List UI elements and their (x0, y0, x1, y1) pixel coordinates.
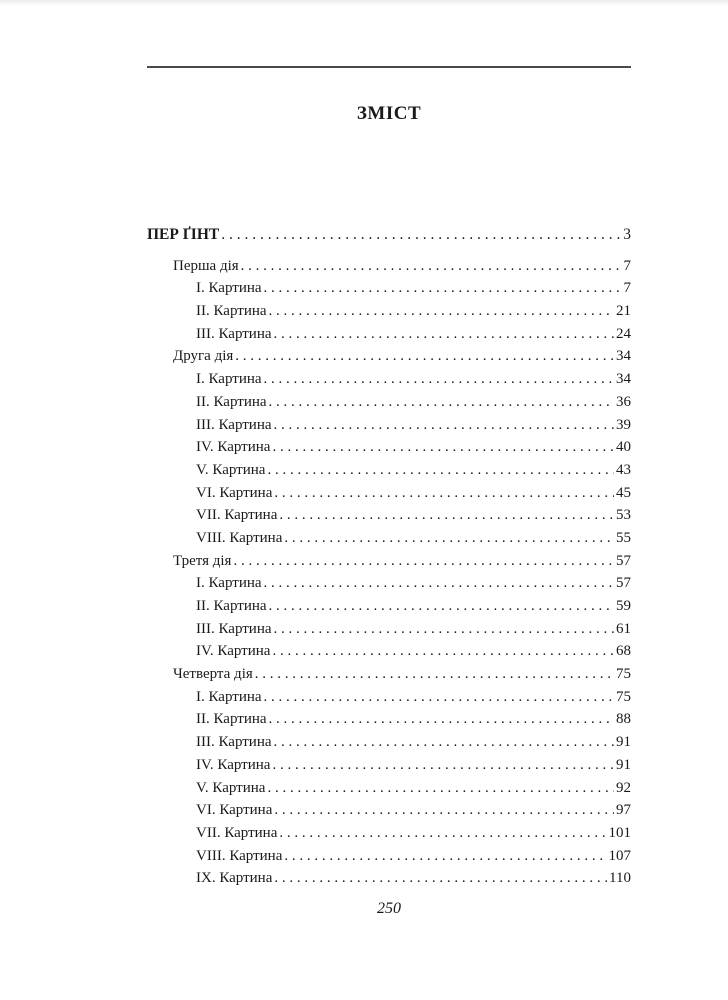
toc-entry-act[interactable] (147, 348, 631, 371)
toc-entry-label: V. Картина (196, 779, 266, 796)
dot-leader (274, 802, 614, 819)
toc-entry-page: 7 (623, 257, 631, 274)
dot-leader (274, 417, 614, 434)
toc-entry-scene[interactable] (147, 689, 631, 712)
toc-entry-scene[interactable] (147, 825, 631, 848)
toc-entry-scene[interactable] (147, 326, 631, 349)
dot-leader (255, 666, 614, 683)
dot-leader (272, 757, 614, 774)
toc-entry-label: Перша дія (173, 257, 239, 274)
toc-entry-act[interactable] (147, 258, 631, 281)
dot-leader (264, 575, 614, 592)
toc-entry-page: 40 (616, 439, 631, 456)
page-edge (0, 0, 728, 6)
toc-entry-scene[interactable] (147, 734, 631, 757)
toc-entry-label: IV. Картина (196, 643, 271, 660)
toc-entry-scene[interactable] (147, 280, 631, 303)
toc-entry-page: 45 (616, 484, 631, 501)
toc-entry-page: 24 (616, 325, 631, 342)
toc-entry-label: II. Картина (196, 303, 267, 320)
toc-entry-label: I. Картина (196, 280, 262, 297)
toc-entry-page: 57 (616, 575, 631, 592)
dot-leader (279, 507, 614, 524)
toc-entry-act[interactable] (147, 553, 631, 576)
toc-entry-page: 55 (616, 529, 631, 546)
toc-entry-label: V. Картина (196, 461, 266, 478)
toc-entry-scene[interactable] (147, 417, 631, 440)
dot-leader (274, 870, 607, 887)
dot-leader (274, 734, 614, 751)
toc-entry-scene[interactable] (147, 711, 631, 734)
dot-leader (269, 303, 614, 320)
dot-leader (279, 825, 606, 842)
toc-entry-page: 107 (608, 847, 631, 864)
toc-entry-scene[interactable] (147, 598, 631, 621)
toc-entry-scene[interactable] (147, 802, 631, 825)
toc-entry-label: Четверта дія (173, 666, 253, 683)
toc-entry-label: II. Картина (196, 711, 267, 728)
toc-entry-scene[interactable] (147, 621, 631, 644)
toc-entry-scene[interactable] (147, 530, 631, 553)
dot-leader (284, 848, 606, 865)
page-number: 250 (377, 900, 401, 917)
header-rule (147, 66, 631, 68)
toc-entry-label: II. Картина (196, 393, 267, 410)
toc-entry-page: 75 (616, 666, 631, 683)
dot-leader (264, 371, 614, 388)
toc-entry-label: III. Картина (196, 734, 272, 751)
toc-entry-page: 88 (616, 711, 631, 728)
dot-leader (267, 462, 614, 479)
toc-entry-page: 34 (616, 348, 631, 365)
toc-entry-page: 97 (616, 802, 631, 819)
toc-entry-scene[interactable] (147, 757, 631, 780)
dot-leader (284, 530, 614, 547)
toc-entry-label: Третя дія (173, 552, 232, 569)
toc-entry-label: IV. Картина (196, 756, 271, 773)
toc-entry-scene[interactable] (147, 848, 631, 871)
toc-entry-page: 92 (616, 779, 631, 796)
toc-entry-page: 91 (616, 756, 631, 773)
toc-entry-label: VIII. Картина (196, 847, 283, 864)
toc-entry-scene[interactable] (147, 485, 631, 508)
toc-entry-main[interactable] (147, 226, 631, 249)
toc-entry-scene[interactable] (147, 371, 631, 394)
toc-entry-scene[interactable] (147, 507, 631, 530)
toc-entry-label: III. Картина (196, 416, 272, 433)
toc-entry-label: Друга дія (173, 348, 234, 365)
table-of-contents (147, 226, 631, 893)
toc-entry-page: 110 (609, 870, 631, 887)
toc-entry-page: 75 (616, 688, 631, 705)
toc-entry-page: 39 (616, 416, 631, 433)
toc-entry-label: II. Картина (196, 598, 267, 614)
dot-leader (264, 689, 614, 706)
toc-entry-label: III. Картина (196, 620, 272, 637)
toc-entry-label: VII. Картина (196, 824, 278, 841)
toc-entry-page: 21 (616, 303, 631, 320)
dot-leader (269, 711, 614, 728)
toc-entry-label: IX. Картина (196, 870, 273, 887)
toc-entry-page: 43 (616, 461, 631, 478)
toc-entry-page: 91 (616, 734, 631, 751)
toc-entry-page: 68 (616, 643, 631, 660)
toc-entry-page: 59 (616, 598, 631, 614)
toc-entry-scene[interactable] (147, 643, 631, 666)
toc-entry-label: VI. Картина (196, 484, 273, 501)
toc-entry-page: 57 (616, 552, 631, 569)
toc-entry-scene[interactable] (147, 780, 631, 803)
dot-leader (272, 439, 614, 456)
dot-leader (274, 326, 614, 343)
toc-entry-label: III. Картина (196, 325, 272, 342)
toc-entry-scene[interactable] (147, 462, 631, 485)
toc-entry-page: 36 (616, 393, 631, 410)
dot-leader (267, 780, 614, 797)
toc-entry-page: 7 (623, 280, 631, 297)
dot-leader (269, 598, 614, 615)
dot-leader (241, 258, 622, 275)
toc-entry-page: 3 (623, 226, 631, 243)
dot-leader (274, 621, 614, 638)
toc-entry-label: IV. Картина (196, 439, 271, 456)
toc-entry-page: 101 (608, 824, 631, 841)
toc-entry-label: VII. Картина (196, 507, 278, 524)
toc-entry-page: 61 (616, 620, 631, 637)
toc-entry-act[interactable] (147, 666, 631, 689)
page-title: ЗМІСТ (356, 103, 422, 124)
toc-entry-scene[interactable] (147, 575, 631, 598)
toc-entry-scene[interactable] (147, 394, 631, 417)
toc-entry-page: 34 (616, 371, 631, 388)
toc-entry-label: I. Картина (196, 371, 262, 388)
toc-entry-label: VI. Картина (196, 802, 273, 819)
toc-entry-label: I. Картина (196, 575, 262, 592)
dot-leader (272, 643, 614, 660)
toc-entry-label: VIII. Картина (196, 529, 283, 546)
dot-leader (233, 553, 614, 570)
dot-leader (221, 226, 621, 244)
toc-entry-page: 53 (616, 507, 631, 524)
dot-leader (269, 394, 614, 411)
toc-entry-scene[interactable] (147, 439, 631, 462)
toc-entry-label: ПЕР ҐІНТ (147, 226, 220, 243)
dot-leader (274, 485, 614, 502)
dot-leader (264, 280, 622, 297)
toc-entry-scene[interactable] (147, 870, 631, 893)
toc-entry-scene[interactable] (147, 303, 631, 326)
dot-leader (235, 348, 614, 365)
toc-entry-label: I. Картина (196, 688, 262, 705)
